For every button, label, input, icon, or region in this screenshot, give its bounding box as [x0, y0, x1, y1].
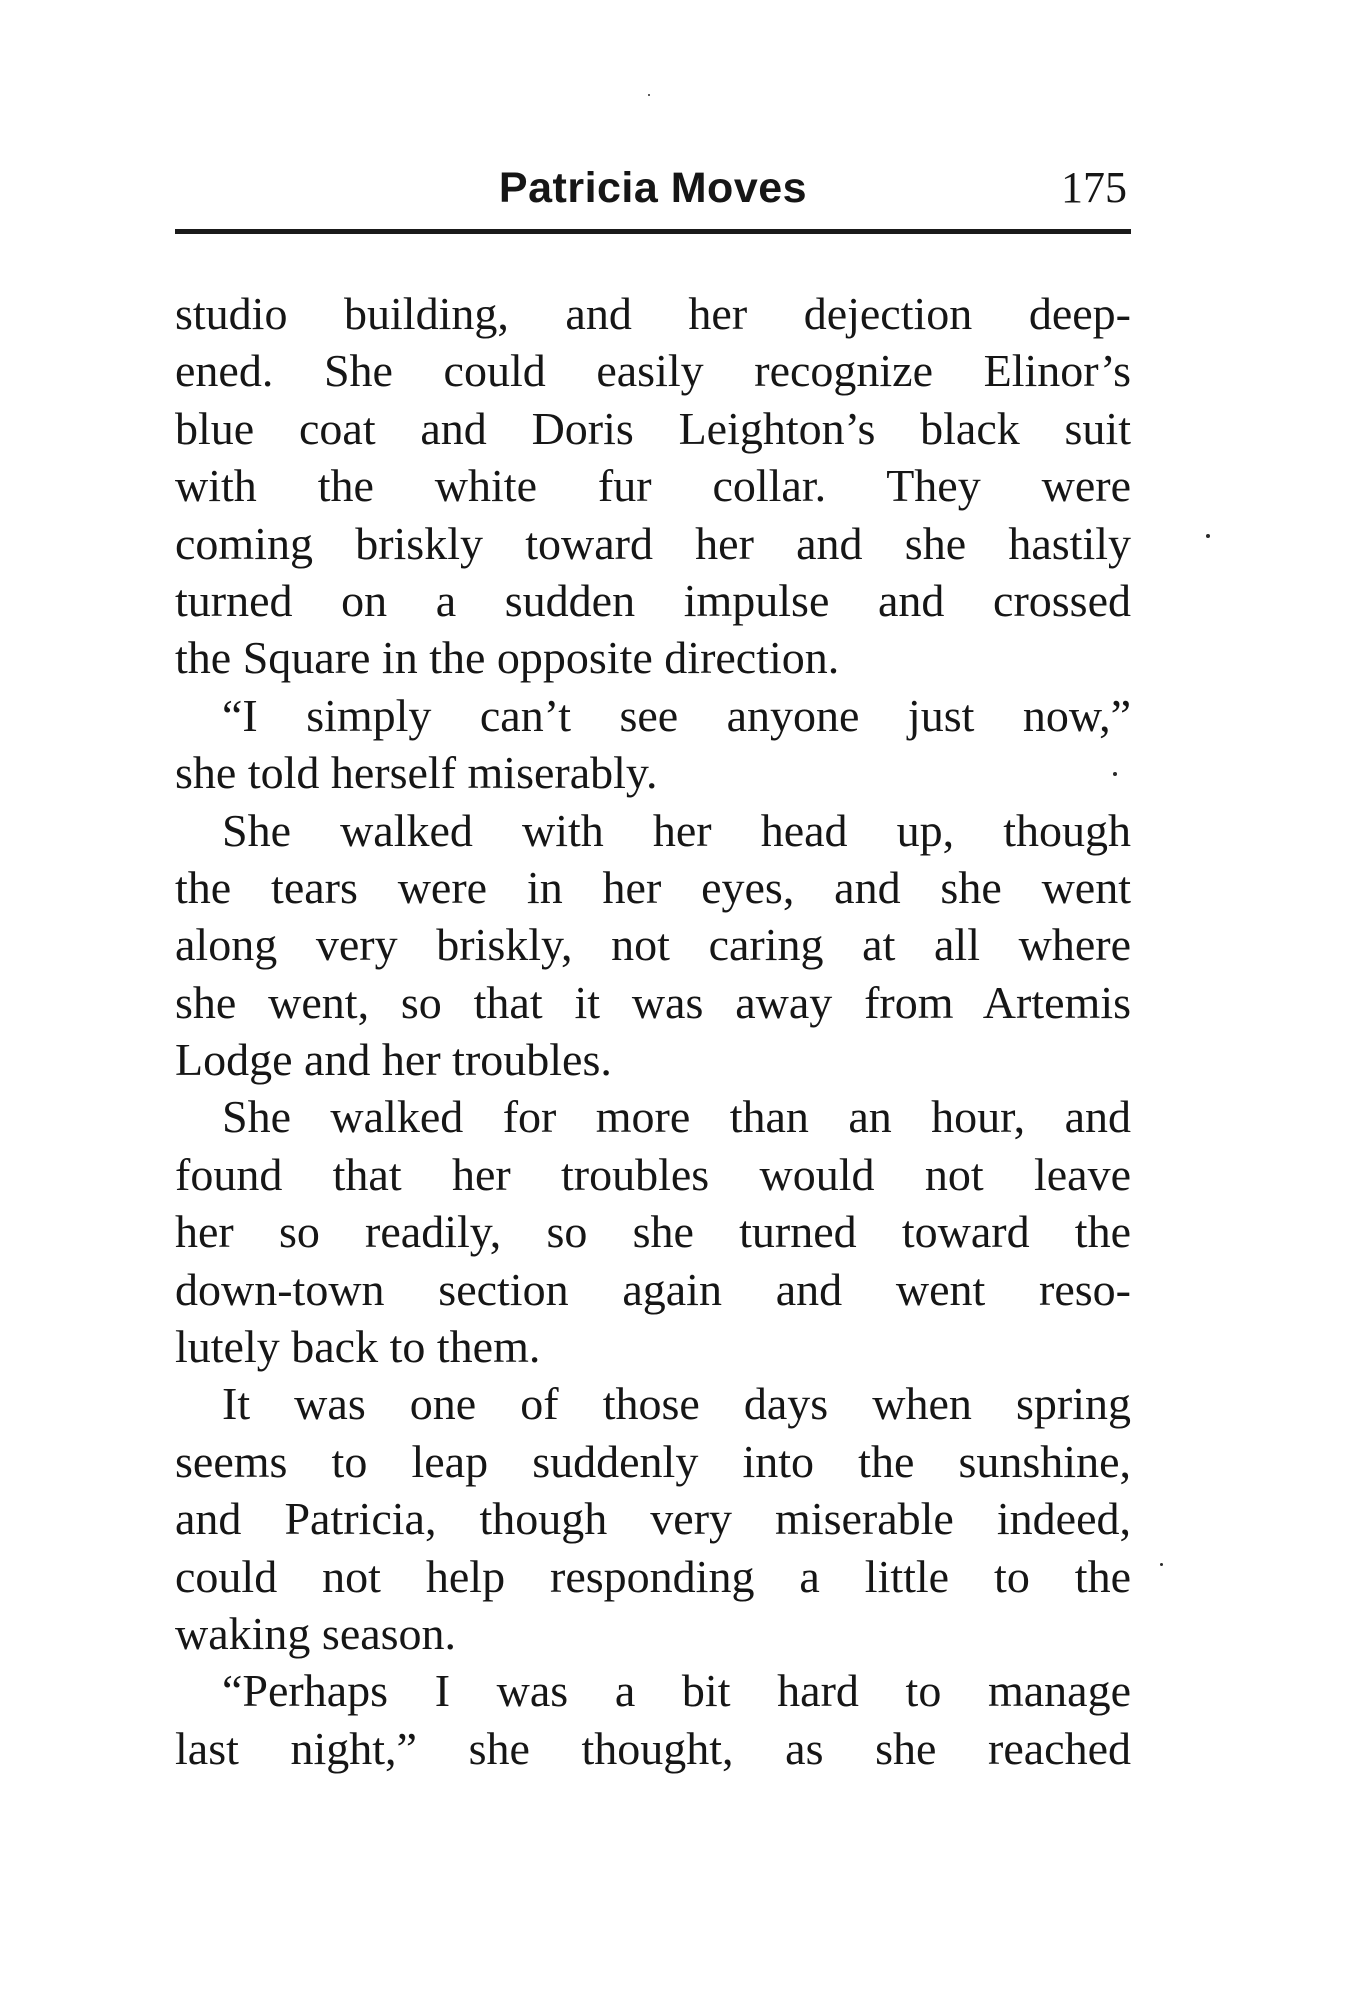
page-number: 175: [1061, 163, 1127, 212]
text-line: found that her troubles would not leave: [175, 1148, 1131, 1200]
text-line: lutely back to them.: [175, 1321, 541, 1373]
text-line: along very briskly, not caring at all where: [175, 919, 1131, 971]
text-line: she went, so that it was away from Artemis: [175, 976, 1131, 1028]
ink-speck: [648, 94, 650, 96]
header-rule: [175, 229, 1131, 234]
text-line: studio building, and her dejection deep-: [175, 288, 1131, 339]
text-line: Lodge and her troubles.: [175, 1034, 612, 1086]
text-line: It was one of those days when spring: [222, 1378, 1131, 1430]
ink-speck: [1206, 534, 1210, 538]
text-line: seems to leap suddenly into the sunshine,: [175, 1435, 1131, 1487]
text-line: she told herself miserably.: [175, 747, 658, 799]
text-line: “Perhaps I was a bit hard to manage: [222, 1665, 1131, 1717]
text-line: turned on a sudden impulse and crossed: [175, 574, 1131, 626]
ink-speck: [1160, 1563, 1163, 1566]
text-line: coming briskly toward her and she hastily: [175, 517, 1131, 569]
page-header: [175, 160, 1131, 224]
text-line: last night,” she thought, as she reached: [175, 1722, 1131, 1774]
ink-speck: [1113, 772, 1117, 776]
text-line: could not help responding a little to the: [175, 1550, 1131, 1602]
text-line: waking season.: [175, 1607, 457, 1659]
text-line: the tears were in her eyes, and she went: [175, 861, 1131, 913]
text-line: the Square in the opposite direction.: [175, 632, 840, 684]
text-line: blue coat and Doris Leighton’s black suit: [175, 402, 1131, 454]
text-line: “I simply can’t see anyone just now,”: [222, 689, 1131, 741]
body-text: [175, 285, 1131, 1777]
text-line: down-town section again and went reso-: [175, 1263, 1131, 1315]
text-line: with the white fur collar. They were: [175, 460, 1131, 512]
text-line: She walked with her head up, though: [222, 804, 1131, 856]
text-line: and Patricia, though very miserable indeed,: [175, 1493, 1131, 1545]
text-line: her so readily, so she turned toward the: [175, 1206, 1131, 1258]
running-head: Patricia Moves: [498, 164, 808, 212]
text-line: ened. She could easily recognize Elinor’s: [175, 345, 1131, 397]
text-line: She walked for more than an hour, and: [222, 1091, 1131, 1143]
